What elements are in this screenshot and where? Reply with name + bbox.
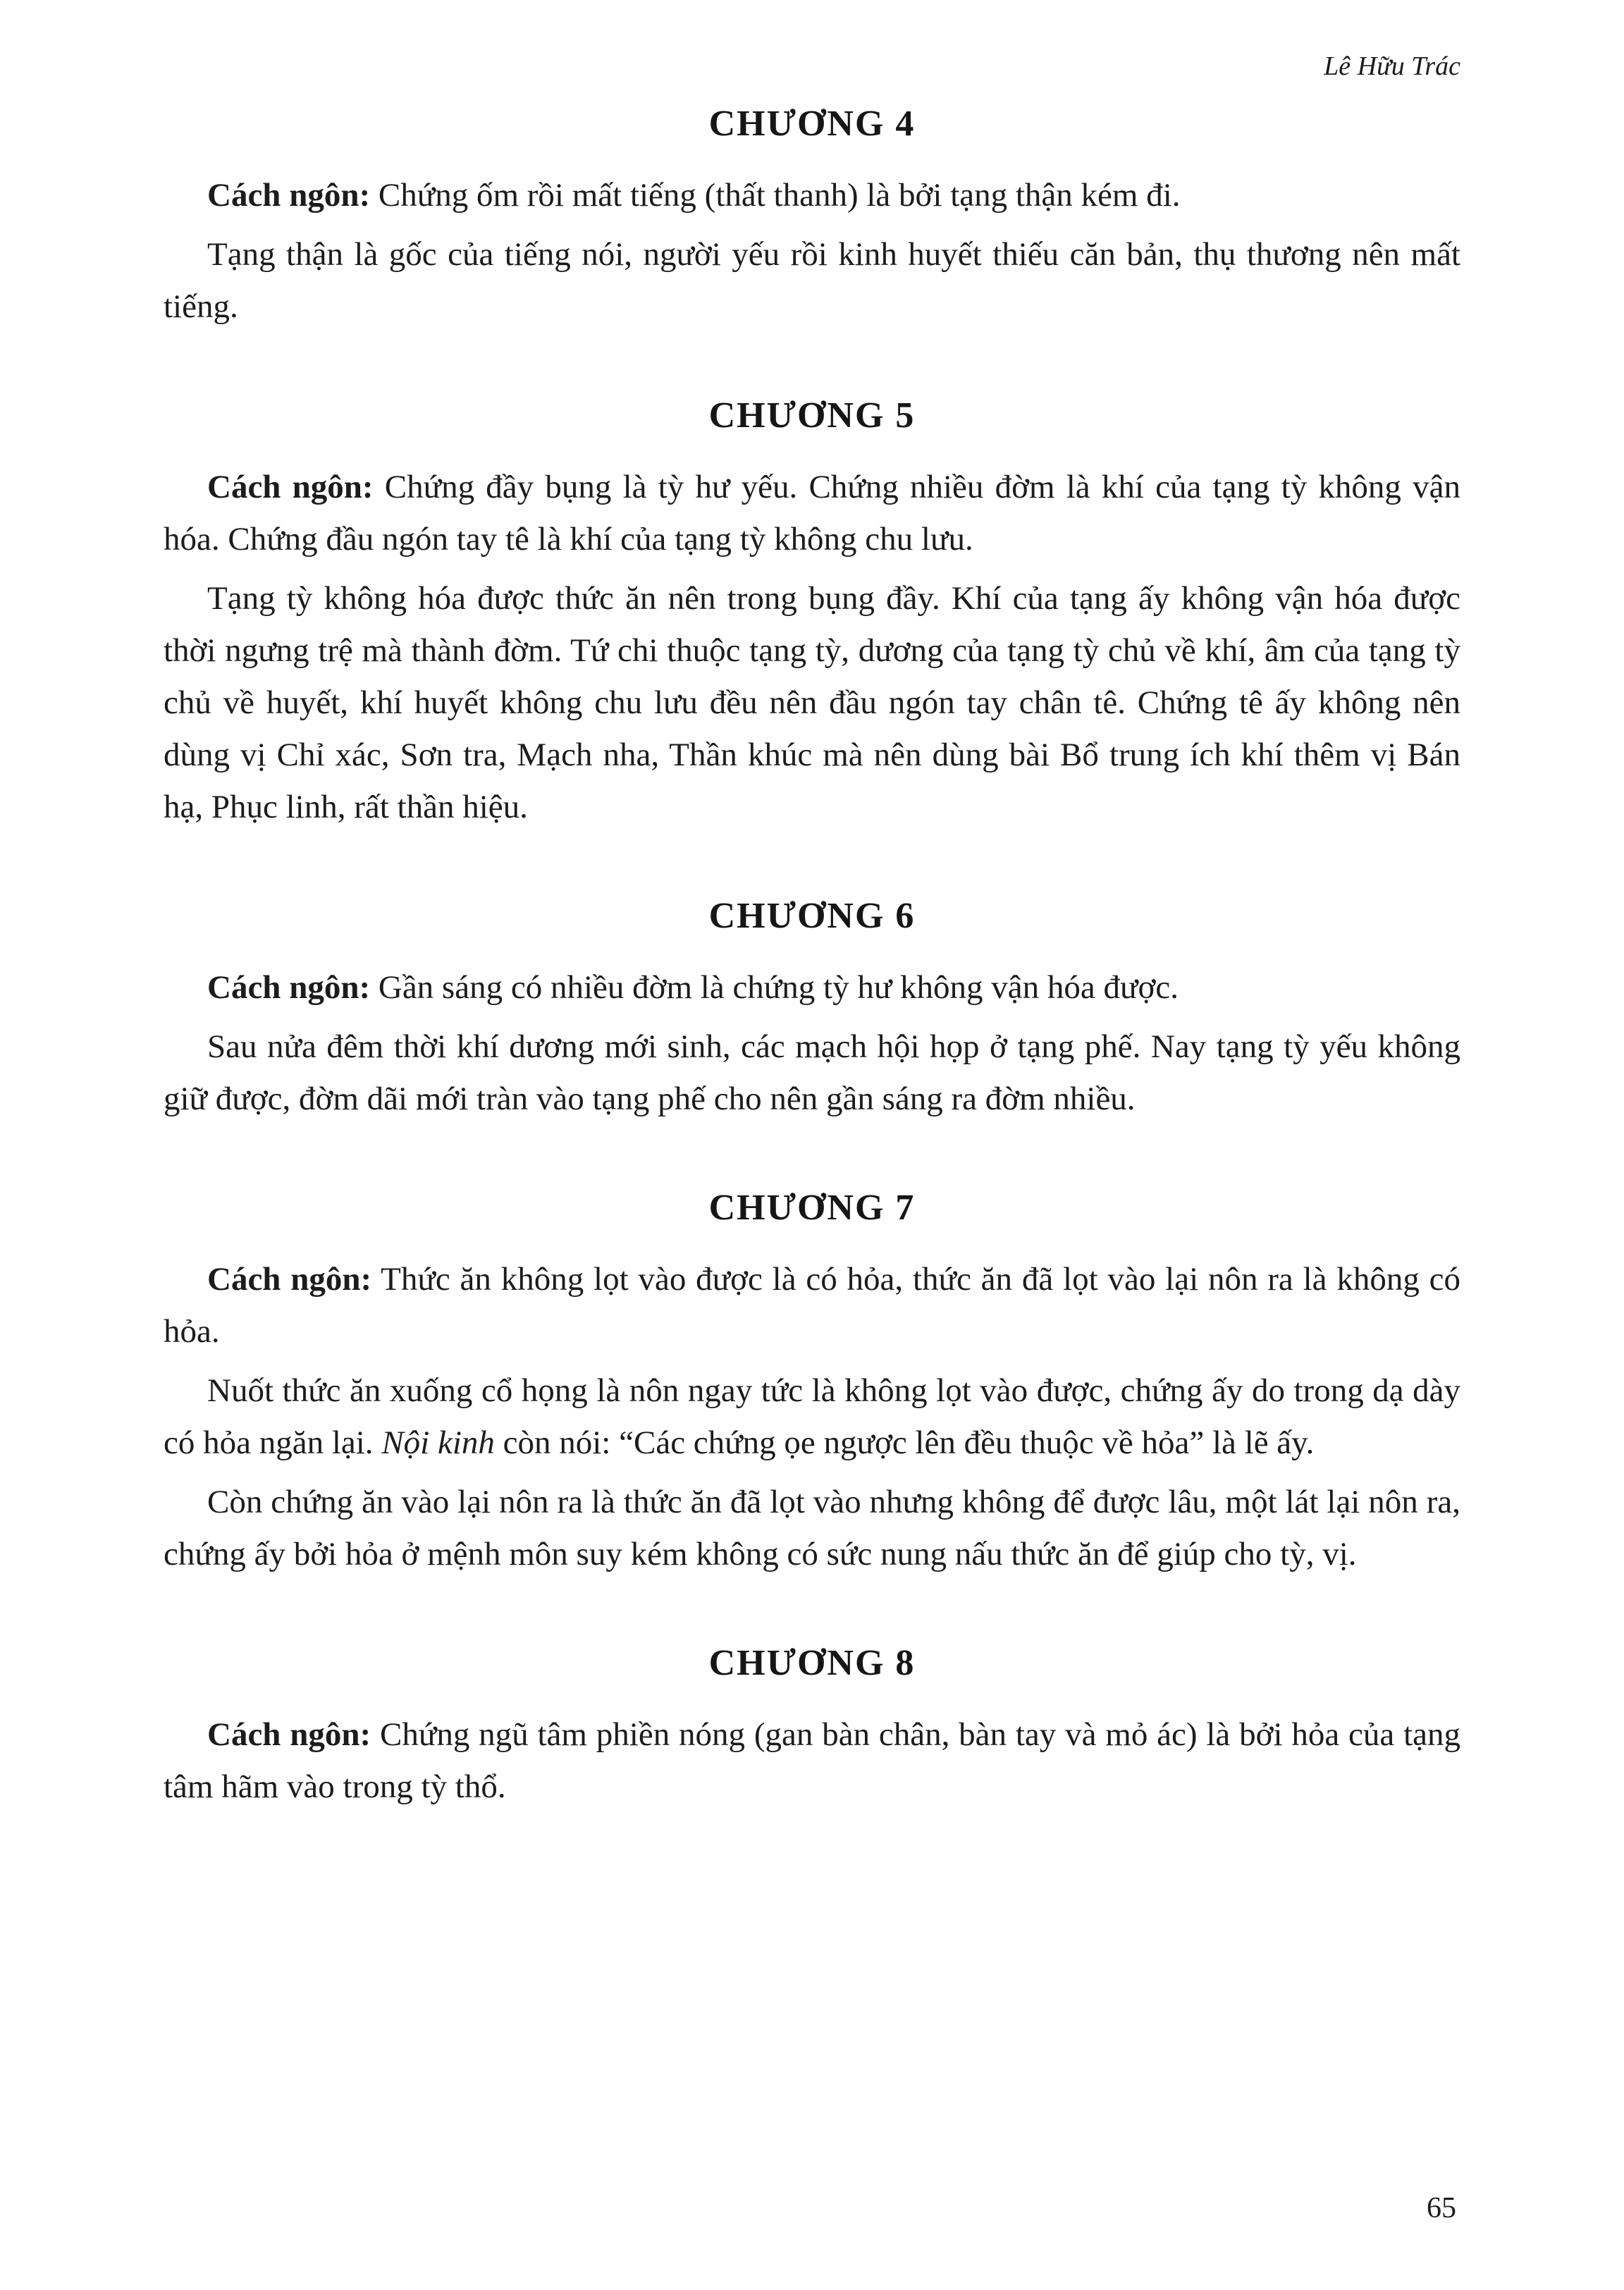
chapter-title: CHƯƠNG 6 <box>708 896 916 936</box>
chapter <box>164 103 1460 333</box>
paragraph-text: Gần sáng có nhiều đờm là chứng tỳ hư không vận hóa được. <box>370 969 1179 1006</box>
chapter <box>164 895 1460 1125</box>
paragraph <box>164 1476 1460 1580</box>
paragraph-lead-bold: Cách ngôn: <box>207 1716 371 1753</box>
chapters <box>164 103 1460 1813</box>
chapter-title: CHƯƠNG 7 <box>708 1188 916 1228</box>
paragraph <box>164 1021 1460 1125</box>
paragraph-text: còn nói: “Các chứng ọe ngược lên đều thuộc về hỏa” là lẽ ấy. <box>494 1424 1315 1461</box>
paragraph-lead-bold: Cách ngôn: <box>207 1261 372 1298</box>
paragraph-text: Còn chứng ăn vào lại nôn ra là thức ăn đã lọt vào nhưng không để được lâu, một lát lại nôn ra, chứng ấy bởi hỏa ở mệnh môn suy kém không có sức nung nấu thức ăn để giúp cho tỳ, vị. <box>164 1484 1460 1572</box>
paragraph-lead-bold: Cách ngôn: <box>207 177 371 214</box>
paragraph-text: Chứng ốm rồi mất tiếng (thất thanh) là bởi tạng thận kém đi. <box>370 177 1181 214</box>
paragraph <box>164 1365 1460 1469</box>
chapter-title: CHƯƠNG 5 <box>708 395 916 436</box>
paragraph-text: Tạng thận là gốc của tiếng nói, người yếu rồi kinh huyết thiếu căn bản, thụ thương nên mất tiếng. <box>164 236 1460 325</box>
paragraph <box>164 228 1460 333</box>
chapter <box>164 1187 1460 1580</box>
paragraph-text: Sau nửa đêm thời khí dương mới sinh, các mạch hội họp ở tạng phế. Nay tạng tỳ yếu không giữ được, đờm dãi mới tràn vào tạng phế cho nên gần sáng ra đờm nhiều. <box>164 1028 1460 1117</box>
chapter-title: CHƯƠNG 8 <box>708 1643 916 1683</box>
running-header-author: Lê Hữu Trác <box>1324 51 1460 81</box>
chapter-title: CHƯƠNG 4 <box>708 104 916 144</box>
paragraph-text: Thức ăn không lọt vào được là có hỏa, thức ăn đã lọt vào lại nôn ra là không có hỏa. <box>164 1261 1460 1350</box>
chapter <box>164 395 1460 833</box>
paragraph <box>164 961 1460 1014</box>
paragraph-lead-bold: Cách ngôn: <box>207 969 371 1006</box>
page-number: 65 <box>1427 2192 1456 2224</box>
paragraph <box>164 1709 1460 1813</box>
paragraph-text: Tạng tỳ không hóa được thức ăn nên trong bụng đầy. Khí của tạng ấy không vận hóa được thời ngưng trệ mà thành đờm. Tứ chi thuộc tạng tỳ, dương của tạng tỳ chủ về khí, âm của tạng tỳ chủ về huyết, khí huyết không chu lưu đều nên đầu ngón tay chân tê. Chứng tê ấy không nên dùng vị Chỉ xác, Sơn tra, Mạch nha, Thần khúc mà nên dùng bài Bổ trung ích khí thêm vị Bán hạ, Phục linh, rất thần hiệu. <box>164 580 1460 825</box>
paragraph-text: Chứng ngũ tâm phiền nóng (gan bàn chân, bàn tay và mỏ ác) là bởi hỏa của tạng tâm hãm vào trong tỳ thổ. <box>164 1716 1461 1805</box>
paragraph-text: Chứng đầy bụng là tỳ hư yếu. Chứng nhiều đờm là khí của tạng tỳ không vận hóa. Chứng đầu ngón tay tê là khí của tạng tỳ không chu lưu. <box>164 469 1460 558</box>
paragraph <box>164 169 1460 221</box>
paragraph <box>164 572 1460 833</box>
paragraph-italic-span: Nội kinh <box>381 1424 495 1461</box>
paragraph <box>164 1253 1460 1358</box>
chapter <box>164 1642 1460 1813</box>
paragraph <box>164 461 1460 565</box>
paragraph-lead-bold: Cách ngôn: <box>207 469 374 505</box>
paragraph-text: Nuốt thức ăn xuống cổ họng là nôn ngay tức là không lọt vào được, chứng ấy do trong dạ dày có hỏa ngăn lại. <box>164 1372 1460 1461</box>
